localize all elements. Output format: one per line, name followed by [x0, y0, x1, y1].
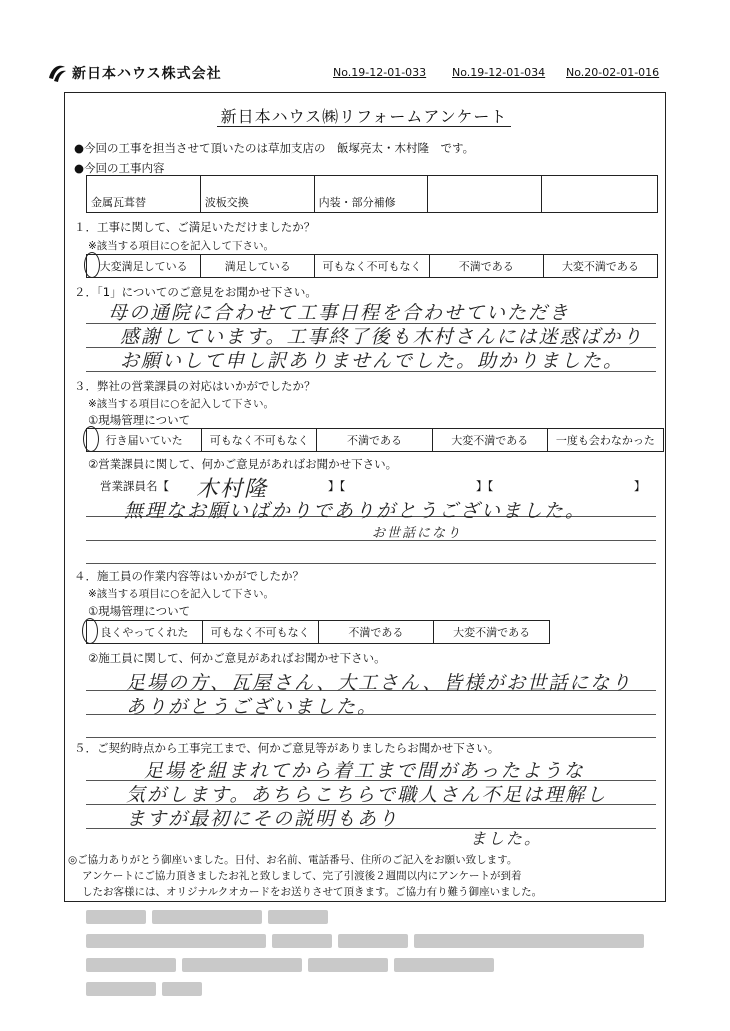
q3-question: ３．弊社の営業課員の対応はいかがでしたか？ — [74, 379, 316, 393]
document-number-1: No.19-12-01-033 — [333, 66, 427, 79]
q2-answer-line-3: お願いして申し訳ありませんでした。助かりました。 — [120, 350, 625, 372]
q3-name-label: 営業課員名【 — [100, 479, 169, 493]
q1-selected-mark — [84, 252, 100, 278]
document-number-3: No.20-02-01-016 — [566, 66, 660, 79]
q5-answer-line-3: ますが最初にその説明もあり — [126, 808, 400, 830]
q3-name-value: 木村隆 — [196, 477, 269, 502]
q3-selected-mark — [83, 426, 99, 452]
q5-question: ５．ご契約時点から工事完工まで、何かご意見等がありましたらお聞かせ下さい。 — [74, 741, 500, 755]
q2-question: ２．「1」についてのご意見をお聞かせ下さい。 — [74, 285, 317, 299]
q5-answer-line-1: 足場を組まれてから着工まで間があったような — [144, 760, 585, 782]
q3-line-3 — [86, 563, 656, 564]
q1-option-satisfied[interactable]: 満足している — [201, 255, 315, 277]
work-content-box — [86, 175, 658, 213]
q3-option-neutral[interactable]: 可もなく不可もなく — [202, 429, 317, 451]
q3-option-thorough[interactable]: 行き届いていた — [87, 429, 202, 451]
q1-hint: ※該当する項目に○を記入して下さい。 — [88, 240, 274, 252]
q4-options — [86, 620, 550, 644]
company-logo — [46, 62, 222, 84]
redacted-row-4 — [86, 982, 202, 996]
q4-question: ４．施工員の作業内容等はいかがでしたか？ — [74, 569, 304, 583]
q4-option-neutral[interactable]: 可もなく不可もなく — [203, 621, 319, 643]
q4-line-3 — [86, 737, 656, 738]
q5-answer-line-2: 気がします。あちらこちらで職人さん不足は理解し — [126, 784, 608, 806]
q1-option-dissatisfied[interactable]: 不満である — [430, 255, 544, 277]
company-name: 新日本ハウス株式会社 — [72, 66, 222, 82]
q3-answer-note: お世話になり — [372, 526, 463, 541]
q1-question: １．工事に関して、ご満足いただけましたか？ — [74, 220, 316, 234]
footer-line-2: アンケートにご協力頂きましたお礼と致しまして、完了引渡後２週間以内にアンケートが到着 — [82, 870, 522, 882]
intro-text: ●今回の工事を担当させて頂いたのは草加支店の 飯塚亮太・木村隆 です。 — [74, 141, 475, 155]
q4-sub2: ②施工員に関して、何かご意見があればお聞かせ下さい。 — [88, 651, 386, 665]
document-number-2: No.19-12-01-034 — [452, 66, 546, 79]
q4-hint: ※該当する項目に○を記入して下さい。 — [88, 588, 274, 600]
q4-option-dissatisfied[interactable]: 不満である — [319, 621, 435, 643]
work-item-5 — [542, 176, 657, 212]
work-item-4 — [428, 176, 542, 212]
q4-sub1: ①現場管理について — [88, 604, 191, 618]
redacted-row-1 — [86, 910, 328, 924]
q1-option-neutral[interactable]: 可もなく不可もなく — [315, 255, 429, 277]
footer-line-1: ◎ご協力ありがとう御座いました。日付、お名前、電話番号、住所のご記入をお願い致します。 — [68, 854, 518, 866]
q2-answer-line-2: 感謝しています。工事終了後も木村さんには迷惑ばかり — [120, 326, 644, 348]
q4-answer-line-2: ありがとうございました。 — [126, 696, 379, 718]
q3-hint: ※該当する項目に○を記入して下さい。 — [88, 398, 274, 410]
q3-option-never-met[interactable]: 一度も会わなかった — [555, 434, 655, 447]
q5-answer-line-4: ました。 — [470, 829, 543, 848]
survey-title: 新日本ハウス㈱リフォームアンケート — [64, 104, 664, 127]
q2-answer-line-1: 母の通院に合わせて工事日程を合わせていただき — [108, 302, 571, 324]
company-logo-icon — [46, 62, 68, 84]
q3-answer: 無理なお願いばかりでありがとうございました。 — [124, 500, 587, 522]
q3-option-dissatisfied[interactable]: 不満である — [317, 429, 432, 451]
q4-option-good[interactable]: 良くやってくれた — [87, 621, 203, 643]
q4-selected-mark — [82, 618, 98, 644]
q3-option-very-dissatisfied[interactable]: 大変不満である — [433, 429, 548, 451]
redacted-row-3 — [86, 958, 494, 972]
q4-option-very-dissatisfied[interactable]: 大変不満である — [453, 626, 531, 639]
redacted-row-2 — [86, 934, 644, 948]
footer-line-3: したお客様には、オリジナルクオカードをお送りさせて頂きます。ご協力有り難う御座いました。 — [82, 886, 543, 898]
work-item-2: 波板交換 — [201, 176, 315, 212]
q1-option-very-dissatisfied[interactable]: 大変不満である — [561, 260, 639, 273]
q4-answer-line-1: 足場の方、瓦屋さん、大工さん、皆様がお世話になり — [126, 672, 633, 694]
work-item-1: 金属瓦葺替 — [87, 176, 201, 212]
q3-line-2 — [86, 540, 656, 541]
work-content-label: ●今回の工事内容 — [74, 161, 165, 175]
q3-bracket-1: 】【 — [328, 479, 346, 493]
q3-sub2: ②営業課員に関して、何かご意見があればお聞かせ下さい。 — [88, 457, 398, 471]
q1-option-very-satisfied[interactable]: 大変満足している — [87, 255, 201, 277]
q1-options — [86, 254, 658, 278]
q3-sub1: ①現場管理について — [88, 413, 191, 427]
q3-bracket-3: 】 — [634, 479, 646, 493]
work-item-3: 内装・部分補修 — [315, 176, 429, 212]
q3-bracket-2: 】【 — [476, 479, 494, 493]
q3-options — [86, 428, 664, 452]
